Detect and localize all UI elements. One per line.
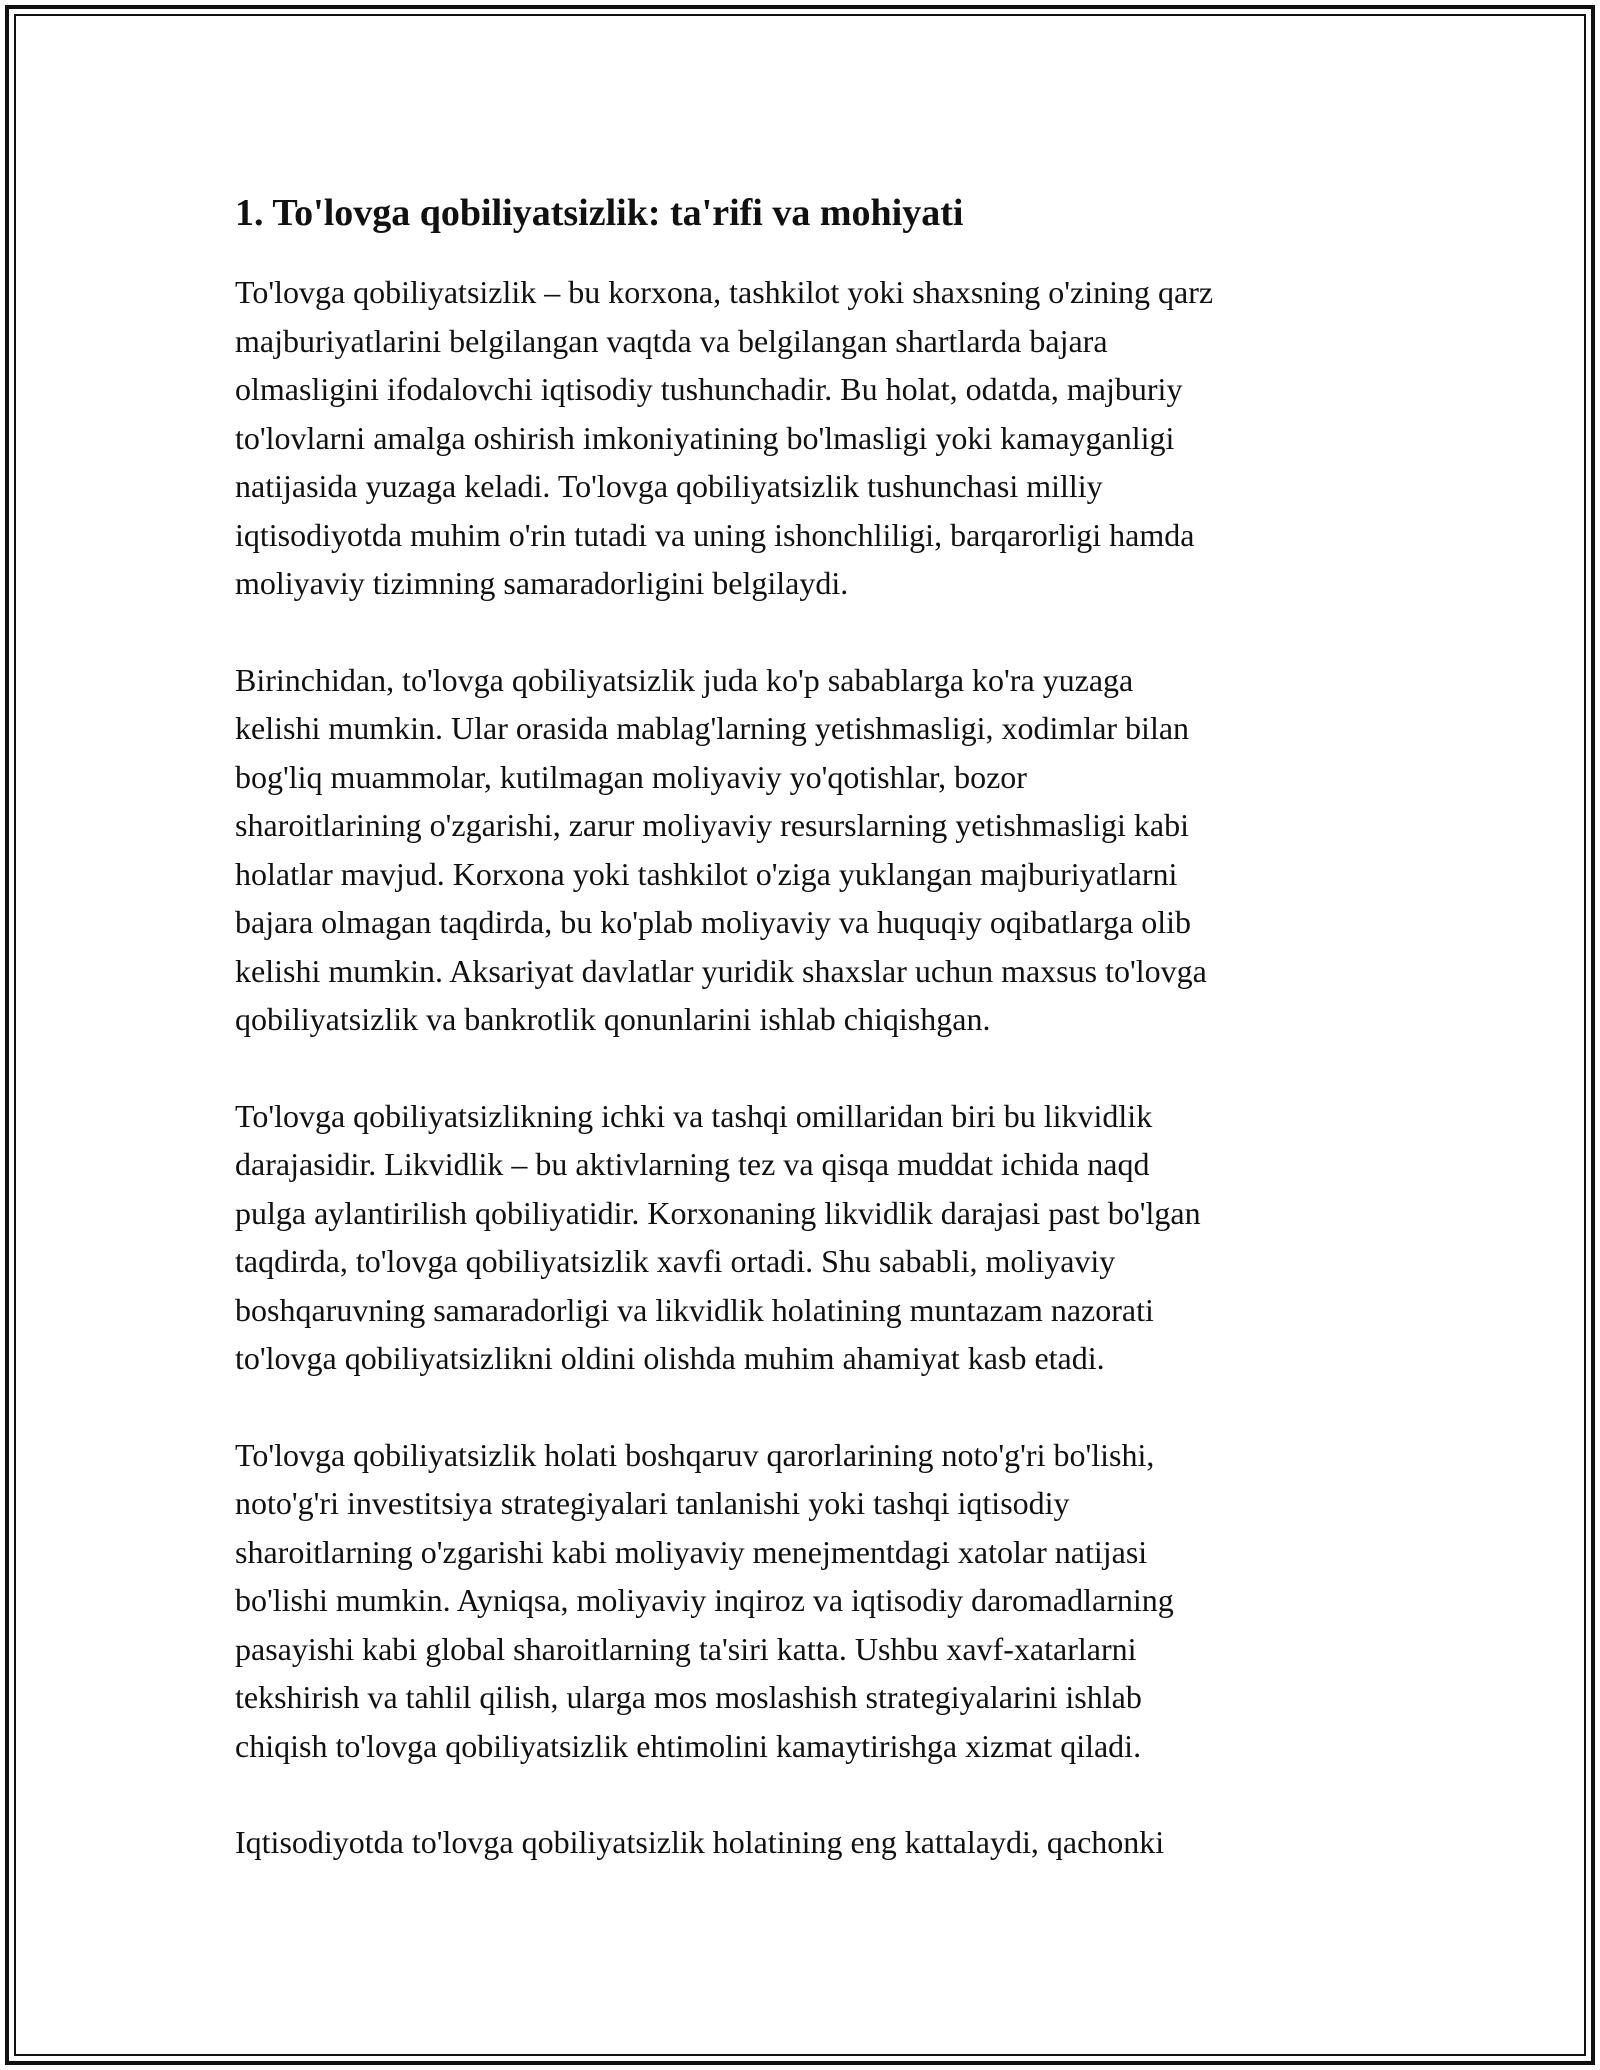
paragraph-4: To'lovga qobiliyatsizlik holati boshqaruv qarorlarining noto'g'ri bo'lishi, noto'g'ri investitsiya strategiyalari tanlanishi yoki tashqi iqtisodiy sharoitlarning o'zgarishi kabi moliyaviy menejmentdagi xatolar natijasi bo'lishi mumkin. Ayniqsa, moliyaviy inqiroz va iqtisodiy daromadlarning pasayishi kabi global sharoitlarning ta'siri katta. Ushbu xavf-xatarlarni tekshirish va tahlil qilish, ularga mos moslashish strategiyalarini ishlab chiqish to'lovga qobiliyatsizlik ehtimolini kamaytirishga xizmat qiladi. xyxy=(235,1436,1174,1764)
paragraph-2: Birinchidan, to'lovga qobiliyatsizlik juda ko'p sabablarga ko'ra yuzaga kelishi mumkin. Ular orasida mablag'larning yetishmasligi, xodimlar bilan bog'liq muammolar, kutilmagan moliyaviy yo'qotishlar, bozor sharoitlarining o'zgarishi, zarur moliyaviy resurslarning yetishmasligi kabi holatlar mavjud. Korxona yoki tashkilot o'ziga yuklangan majburiyatlarni bajara olmagan taqdirda, bu ko'plab moliyaviy va huquqiy oqibatlarga olib kelishi mumkin. Aksariyat davlatlar yuridik shaxslar uchun maxsus to'lovga qobiliyatsizlik va bankrotlik qonunlarini ishlab chiqishgan. xyxy=(235,661,1207,1037)
section-heading: 1. To'lovga qobiliyatsizlik: ta'rifi va mohiyati xyxy=(235,192,964,234)
document-body xyxy=(235,188,1365,1915)
paragraph-5: Iqtisodiyotda to'lovga qobiliyatsizlik holatining eng kattalaydi, qachonki xyxy=(235,1824,1165,1860)
paragraph-1: To'lovga qobiliyatsizlik – bu korxona, tashkilot yoki shaxsning o'zining qarz majburiyatlarini belgilangan vaqtda va belgilangan shartlarda bajara olmasligini ifodalovchi iqtisodiy tushunchadir. Bu holat, odatda, majburiy to'lovlarni amalga oshirish imkoniyatining bo'lmasligi yoki kamayganligi natijasida yuzaga keladi. To'lovga qobiliyatsizlik tushunchasi milliy iqtisodiyotda muhim o'rin tutadi va uning ishonchliligi, barqarorligi hamda moliyaviy tizimning samaradorligini belgilaydi. xyxy=(235,274,1214,601)
paragraph-3: To'lovga qobiliyatsizlikning ichki va tashqi omillaridan biri bu likvidlik darajasidir. Likvidlik – bu aktivlarning tez va qisqa muddat ichida naqd pulga aylantirilish qobiliyatidir. Korxonaning likvidlik darajasi past bo'lgan taqdirda, to'lovga qobiliyatsizlik xavfi ortadi. Shu sababli, moliyaviy boshqaruvning samaradorligi va likvidlik holatining muntazam nazorati to'lovga qobiliyatsizlikni oldini olishda muhim ahamiyat kasb etadi. xyxy=(235,1097,1201,1376)
